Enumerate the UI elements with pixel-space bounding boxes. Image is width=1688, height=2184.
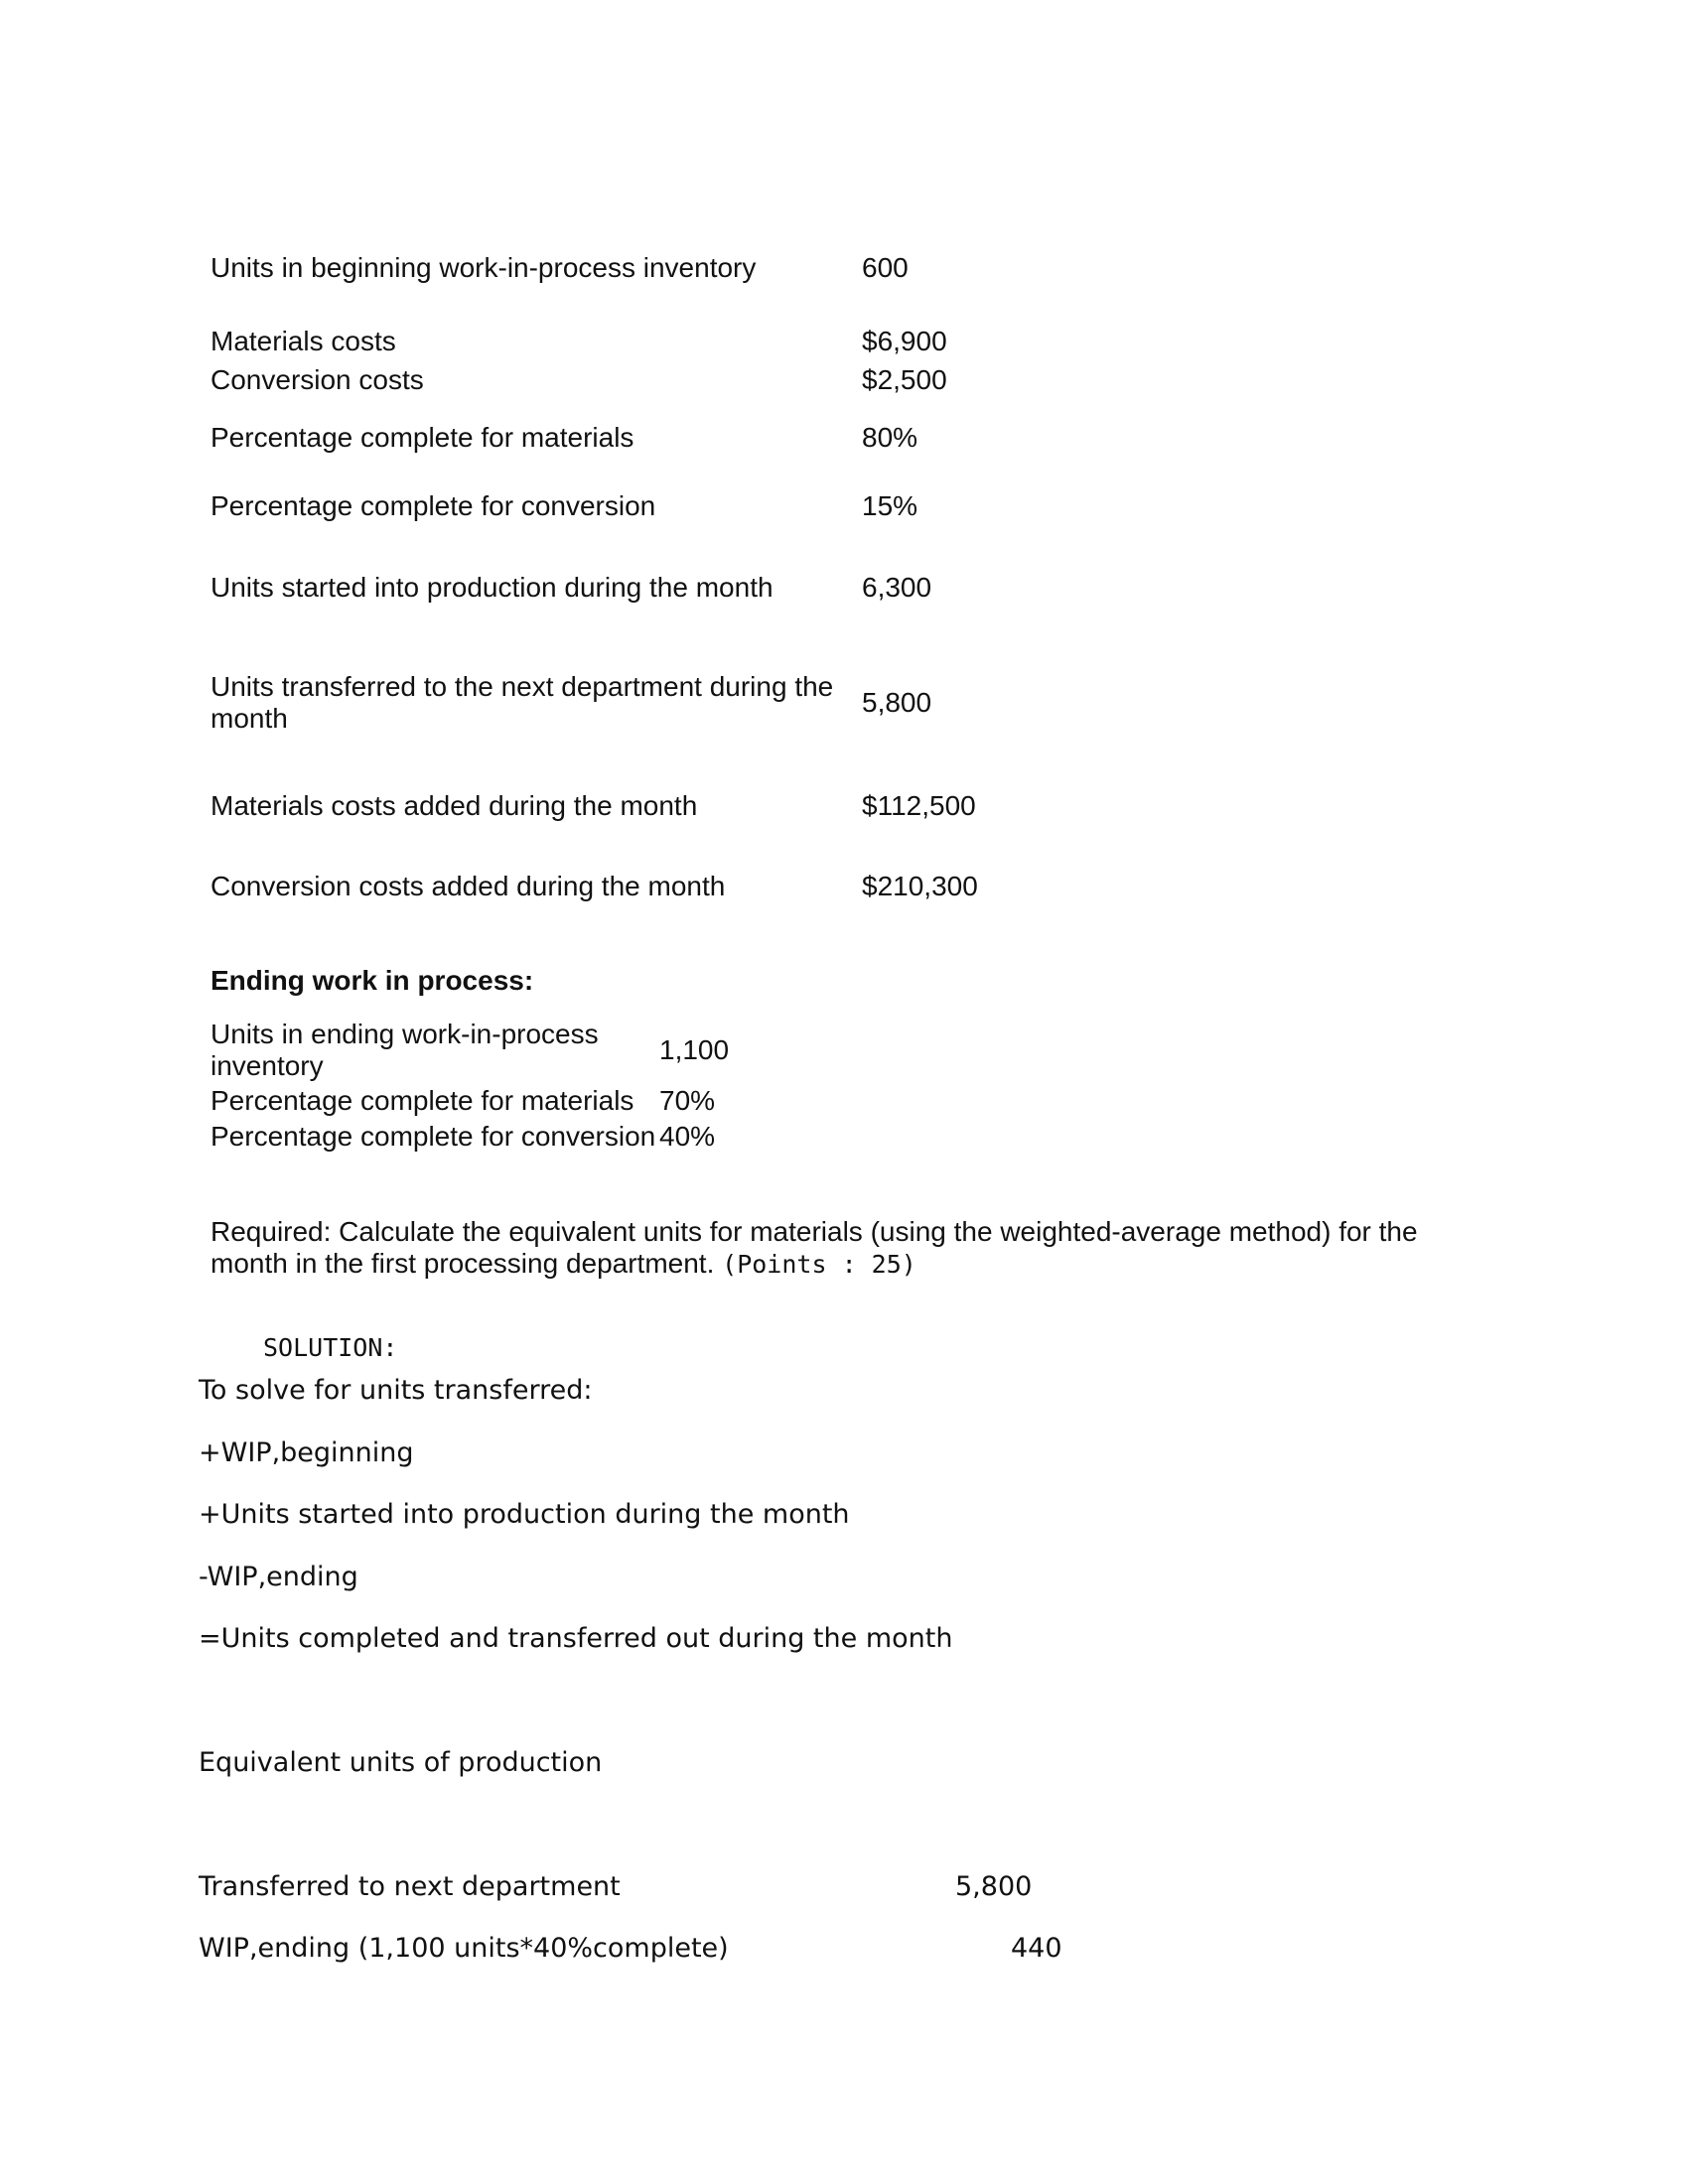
- eup-wip-ending-value: 440: [1011, 1933, 1062, 1964]
- solution-step: =Units completed and transferred out during the month: [199, 1623, 953, 1654]
- label-materials-costs: Materials costs: [211, 326, 396, 356]
- ending-wip-heading: Ending work in process:: [211, 965, 534, 996]
- label-conversion-added: Conversion costs added during the month: [211, 871, 726, 901]
- label-pct-materials: Percentage complete for materials: [211, 422, 634, 453]
- value-pct-materials: 80%: [862, 422, 918, 453]
- value-materials-costs: $6,900: [862, 326, 947, 356]
- label-units-transferred: Units transferred to the next department during the month: [211, 671, 834, 734]
- value-ending-wip-units: 1,100: [659, 1034, 730, 1065]
- eup-wip-ending-label: WIP,ending (1,100 units*40%complete): [199, 1933, 729, 1964]
- solution-step: +WIP,beginning: [199, 1437, 414, 1468]
- solution-step: -WIP,ending: [199, 1562, 358, 1592]
- value-units-transferred: 5,800: [862, 687, 932, 718]
- value-conversion-costs: $2,500: [862, 364, 947, 395]
- label-beginning-wip-units: Units in beginning work-in-process inventory: [211, 252, 757, 283]
- required-question: [211, 1216, 1442, 1281]
- value-ending-pct-materials: 70%: [659, 1085, 716, 1116]
- solution-intro: To solve for units transferred:: [199, 1375, 593, 1406]
- required-points: (Points : 25): [722, 1250, 916, 1279]
- label-pct-conversion: Percentage complete for conversion: [211, 490, 656, 521]
- value-beginning-wip-units: 600: [862, 252, 909, 283]
- label-materials-added: Materials costs added during the month: [211, 790, 698, 821]
- value-units-started: 6,300: [862, 572, 932, 603]
- eup-transferred-value: 5,800: [955, 1871, 1033, 1902]
- eup-transferred-label: Transferred to next department: [199, 1871, 621, 1902]
- value-ending-pct-conversion: 40%: [659, 1121, 716, 1152]
- solution-step: +Units started into production during the month: [199, 1499, 850, 1530]
- solution-label: SOLUTION:: [263, 1333, 398, 1362]
- value-pct-conversion: 15%: [862, 490, 918, 521]
- value-conversion-added: $210,300: [862, 871, 978, 901]
- value-materials-added: $112,500: [862, 790, 976, 821]
- label-conversion-costs: Conversion costs: [211, 364, 424, 395]
- label-ending-pct-conversion: Percentage complete for conversion: [211, 1121, 656, 1152]
- label-ending-wip-units: Units in ending work-in-process inventory: [211, 1019, 599, 1081]
- label-units-started: Units started into production during the month: [211, 572, 774, 603]
- required-text: Required: Calculate the equivalent units for materials (using the weighted-average method) for the month in the first processing department.: [211, 1216, 1418, 1279]
- eup-heading: Equivalent units of production: [199, 1747, 603, 1778]
- label-ending-pct-materials: Percentage complete for materials: [211, 1085, 634, 1116]
